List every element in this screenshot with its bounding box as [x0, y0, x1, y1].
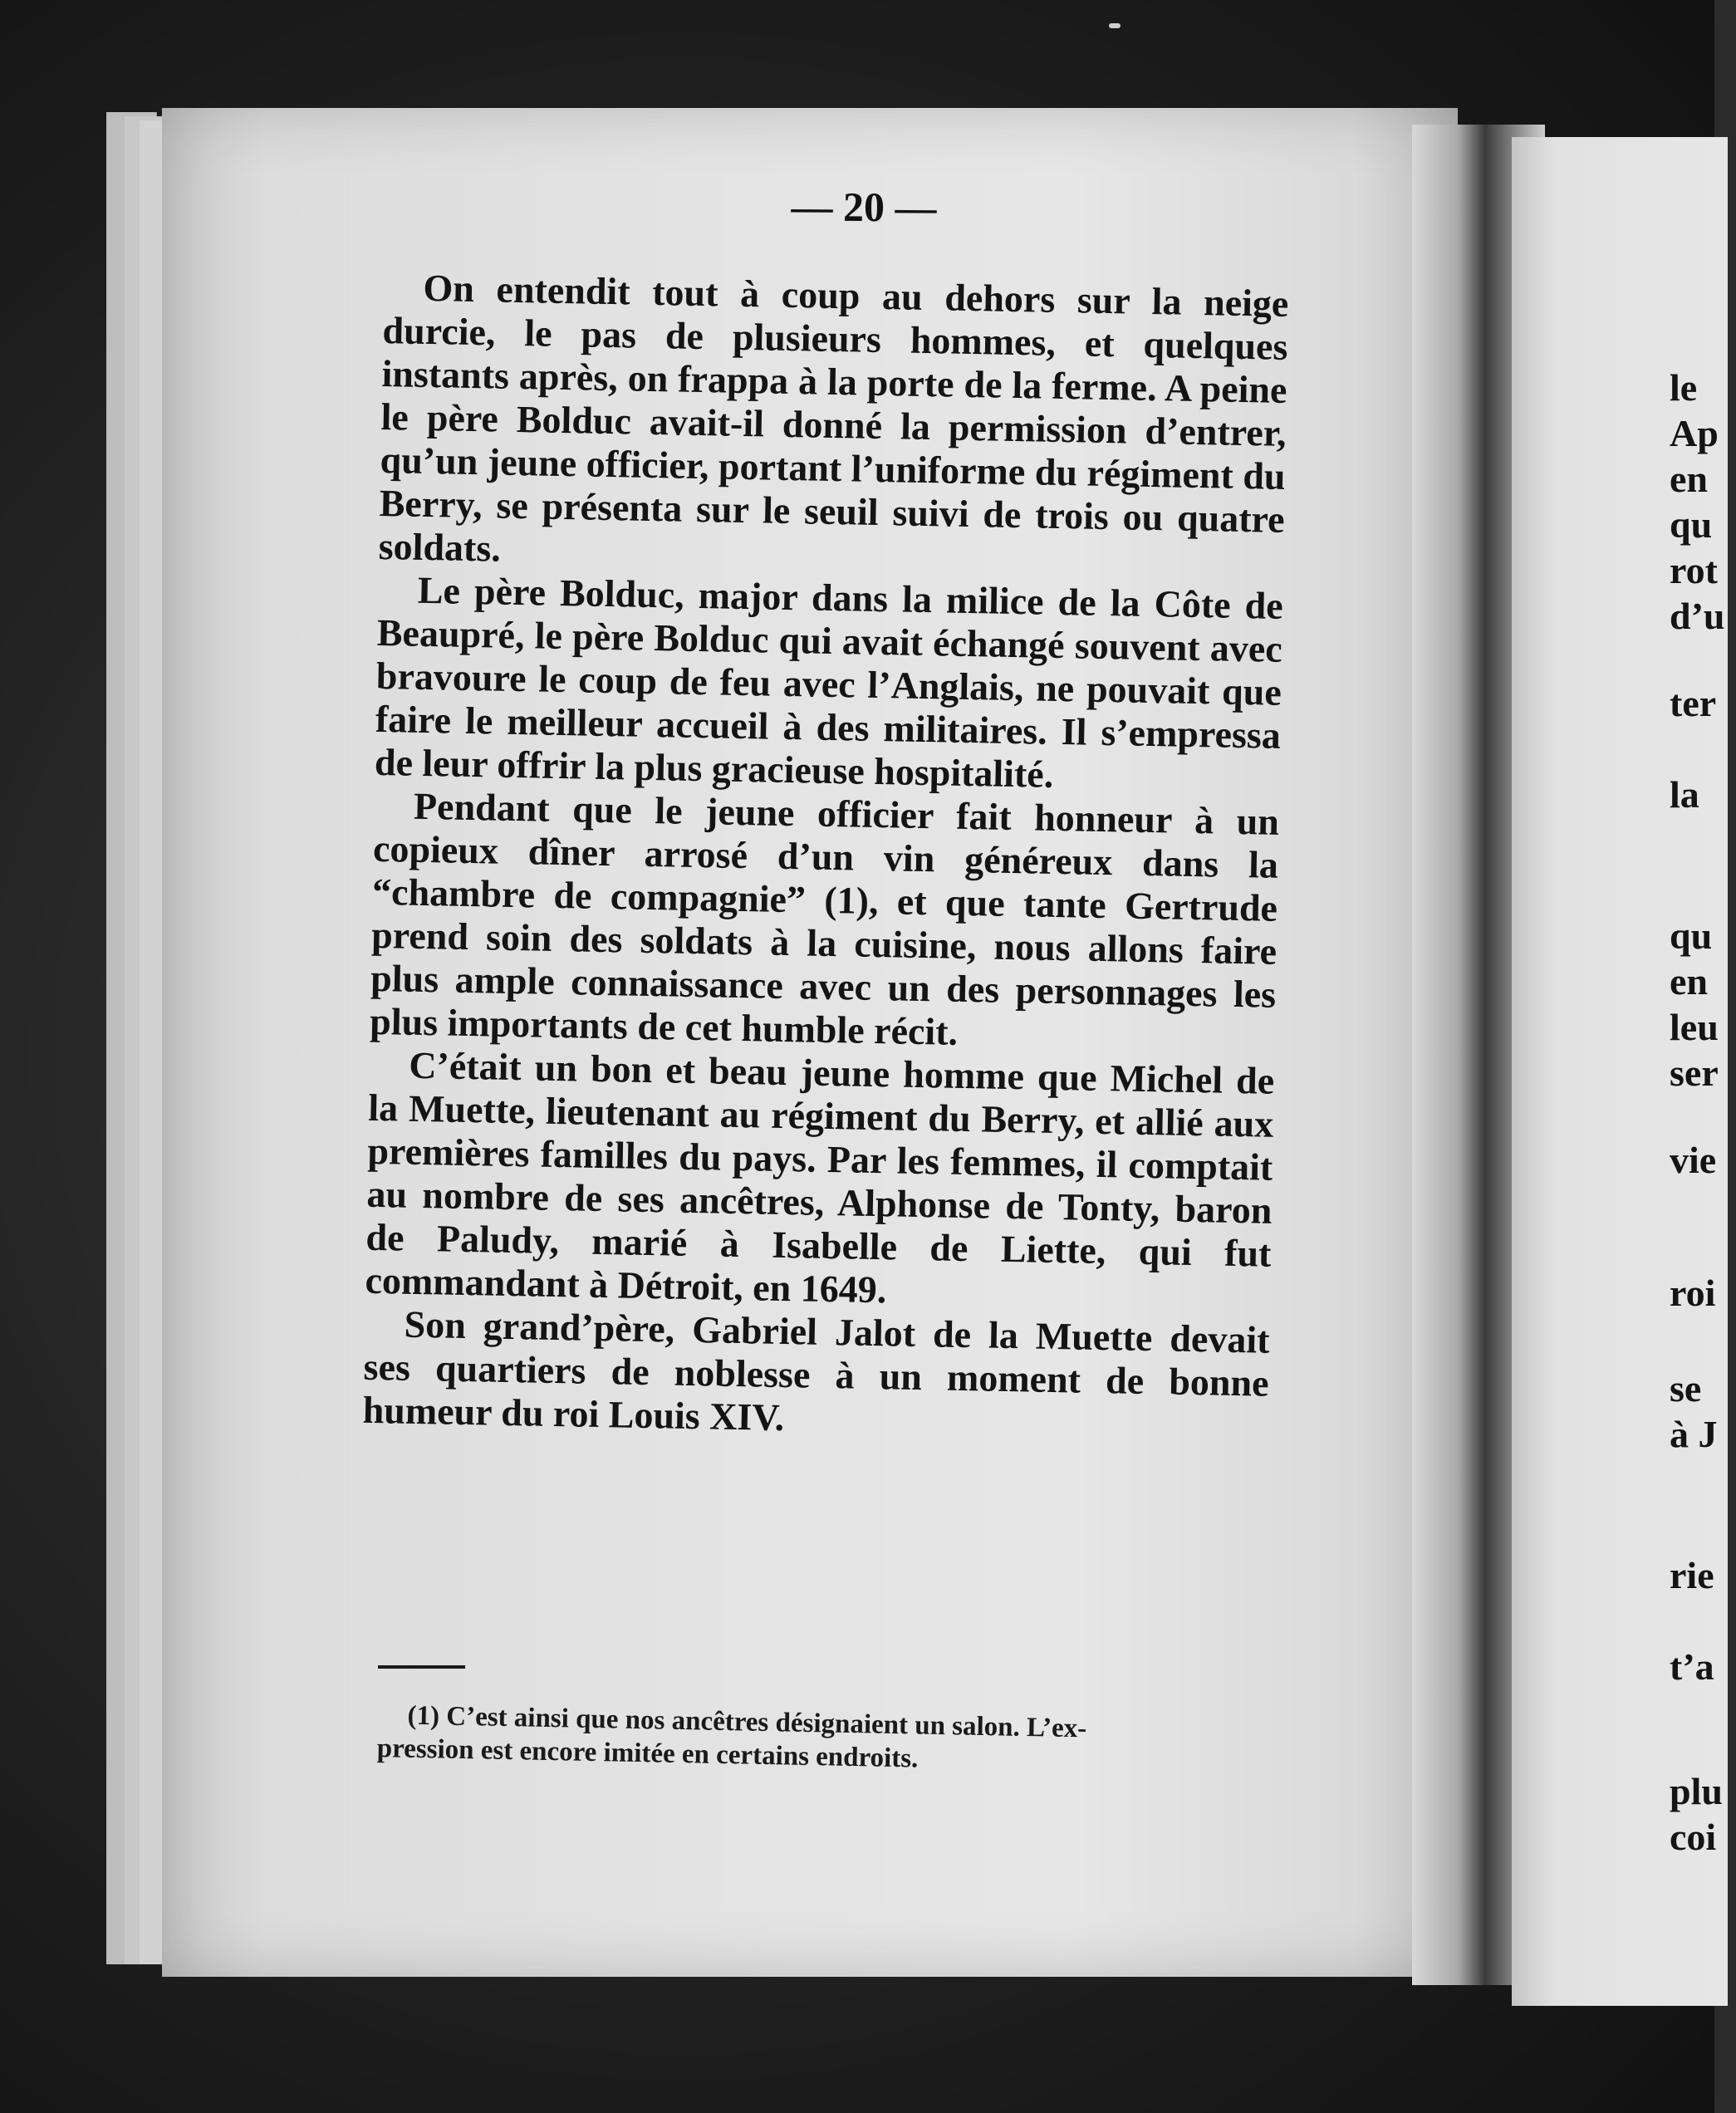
- facing-fragment: rot: [1670, 549, 1718, 591]
- facing-fragment: la: [1670, 773, 1699, 816]
- facing-fragment: en: [1670, 960, 1708, 1003]
- page-number: — 20 —: [791, 183, 937, 231]
- facing-fragment: Ap: [1670, 412, 1719, 454]
- facing-fragment: en: [1670, 458, 1708, 500]
- facing-fragment: qu: [1670, 503, 1713, 546]
- footnote-line: (1) C’est ainsi que nos ancêtres désignaient un salon. L’ex-: [407, 1700, 1087, 1744]
- facing-fragment: ser: [1670, 1052, 1719, 1094]
- facing-fragment: qu: [1670, 914, 1713, 957]
- paragraph-2: Le père Bolduc, major dans la milice de la Côte de Beaupré, le père Bolduc qui avait échangé souvent avec bravoure le coup de feu avec l’Anglais, ne pouvait que faire le meilleur accueil à des militaires. Il s’empressa de leur offrir la plus gracieuse hospitalité.: [374, 568, 1284, 796]
- facing-fragment: t’a: [1670, 1645, 1714, 1688]
- paragraph-5: Son grand’père, Gabriel Jalot de la Muette devait ses quartiers de noblesse à un moment de bonne humeur du roi Louis XIV.: [362, 1302, 1270, 1439]
- facing-fragment: à J: [1670, 1413, 1718, 1455]
- facing-fragment: vie: [1670, 1139, 1717, 1181]
- facing-fragment: se: [1670, 1367, 1702, 1409]
- scan-speck: [1109, 23, 1121, 28]
- facing-fragment: leu: [1670, 1006, 1719, 1048]
- footnote-line: pression est encore imitée en certains endroits.: [376, 1733, 919, 1774]
- facing-fragment: coi: [1670, 1816, 1717, 1858]
- facing-fragment: roi: [1670, 1272, 1716, 1314]
- paragraph-3: Pendant que le jeune officier fait honneur à un copieux dîner arrosé d’un vin généreux dans la “chambre de compagnie” (1), et que tante Gertrude prend soin des soldats à la cuisine, nous allons faire plus ample connaissance avec un des personnages les plus importants de cet humble récit.: [369, 784, 1280, 1053]
- paragraph-1: On entendit tout à coup au dehors sur la neige durcie, le pas de plusieurs hommes, et quelques instants après, on frappa à la porte de la ferme. A peine le père Bolduc avait-il donné la permission d’entrer, qu’un jeune officier, portant l’uniforme du régiment du Berry, se présenta sur le seuil suivi de trois ou quatre soldats.: [378, 266, 1289, 570]
- footnote-rule: [378, 1665, 465, 1669]
- facing-fragment: ter: [1670, 682, 1717, 724]
- facing-fragment: rie: [1670, 1554, 1714, 1596]
- paragraph-4: C’était un bon et beau jeune homme que Michel de la Muette, lieutenant au régiment du Berry, et allié aux premières familles du pays. Par les femmes, il comptait au nombre de ses ancêtres, Alphonse de Tonty, baron de Paludy, marié à Isabelle de Liette, qui fut commandant à Détroit, en 1649.: [365, 1043, 1275, 1311]
- facing-fragment: le: [1670, 366, 1698, 409]
- facing-fragment: plu: [1670, 1770, 1723, 1812]
- body-text: [362, 266, 1289, 1449]
- facing-fragment: d’u: [1670, 595, 1725, 637]
